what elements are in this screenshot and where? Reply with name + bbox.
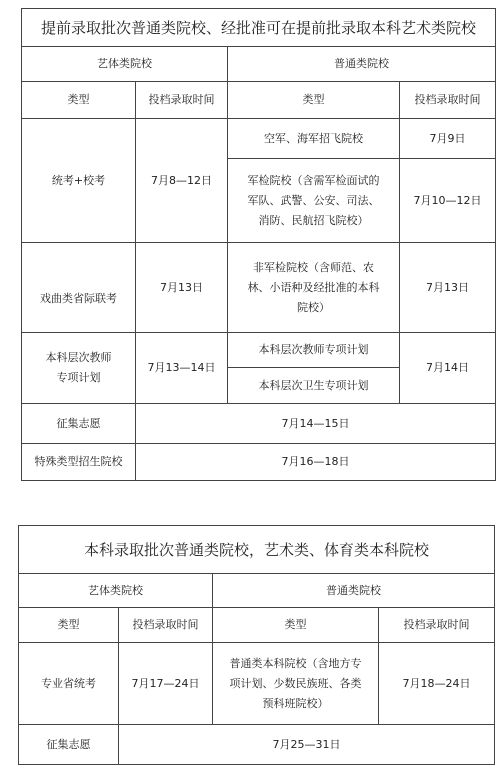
art-time-cell: 7月13日 <box>136 243 228 333</box>
art-time-cell: 7月13—14日 <box>136 333 228 404</box>
column-header-type: 类型 <box>22 82 136 119</box>
column-header-type: 类型 <box>213 608 379 643</box>
column-header-time: 投档录取时间 <box>400 82 496 119</box>
cell-line: 军检院校（含需军检面试的 <box>247 173 380 187</box>
art-time-cell: 7月17—24日 <box>119 643 213 725</box>
cell-line: 林、小语种及经批准的本科 <box>247 280 380 294</box>
general-time-cell: 7月10—12日 <box>400 159 496 243</box>
row-time: 7月16—18日 <box>136 444 496 481</box>
early-admission-table <box>21 8 496 481</box>
group-header-art: 艺体类院校 <box>22 47 228 82</box>
art-type-cell: 专业省统考 <box>19 643 119 725</box>
general-time-cell: 7月18—24日 <box>379 643 495 725</box>
undergraduate-admission-table <box>18 525 495 765</box>
general-time-cell: 7月13日 <box>400 243 496 333</box>
row-label: 征集志愿 <box>19 725 119 765</box>
row-time: 7月14—15日 <box>136 404 496 444</box>
art-type-cell <box>22 333 136 404</box>
general-type-cell: 空军、海军招飞院校 <box>228 119 400 159</box>
cell-line: 消防、民航招飞院校） <box>258 213 369 227</box>
group-header-general: 普通类院校 <box>213 574 495 608</box>
general-type-cell: 本科层次卫生专项计划 <box>228 368 400 404</box>
column-header-time: 投档录取时间 <box>136 82 228 119</box>
cell-line: 专项计划 <box>56 371 101 384</box>
row-label: 特殊类型招生院校 <box>22 444 136 481</box>
cell-line: 普通类本科院校（含地方专 <box>229 656 362 670</box>
table-title: 本科录取批次普通类院校，艺术类、体育类本科院校 <box>19 526 495 574</box>
art-time-cell: 7月8—12日 <box>136 119 228 243</box>
column-header-type: 类型 <box>228 82 400 119</box>
cell-line: 军队、武警、公安、司法、 <box>247 193 380 207</box>
column-header-type: 类型 <box>19 608 119 643</box>
art-type-cell: 戏曲类省际联考 <box>22 243 136 333</box>
column-header-time: 投档录取时间 <box>119 608 213 643</box>
row-label: 征集志愿 <box>22 404 136 444</box>
group-header-general: 普通类院校 <box>228 47 496 82</box>
art-type-cell: 统考+校考 <box>22 119 136 243</box>
general-type-cell <box>228 243 400 333</box>
group-header-art: 艺体类院校 <box>19 574 213 608</box>
cell-line: 院校） <box>297 300 330 314</box>
general-type-cell <box>213 643 379 725</box>
column-header-time: 投档录取时间 <box>379 608 495 643</box>
general-time-cell: 7月9日 <box>400 119 496 159</box>
general-type-cell: 本科层次教师专项计划 <box>228 333 400 368</box>
row-time: 7月25—31日 <box>119 725 495 765</box>
general-time-cell: 7月14日 <box>400 333 496 404</box>
table-title: 提前录取批次普通类院校、经批准可在提前批录取本科艺术类院校 <box>22 9 496 47</box>
cell-line: 本科层次教师 <box>45 351 112 364</box>
cell-line: 项计划、少数民族班、各类 <box>229 676 362 690</box>
general-type-cell <box>228 159 400 243</box>
cell-line: 预科班院校） <box>262 696 329 710</box>
cell-line: 非军检院校（含师范、农 <box>253 260 374 274</box>
